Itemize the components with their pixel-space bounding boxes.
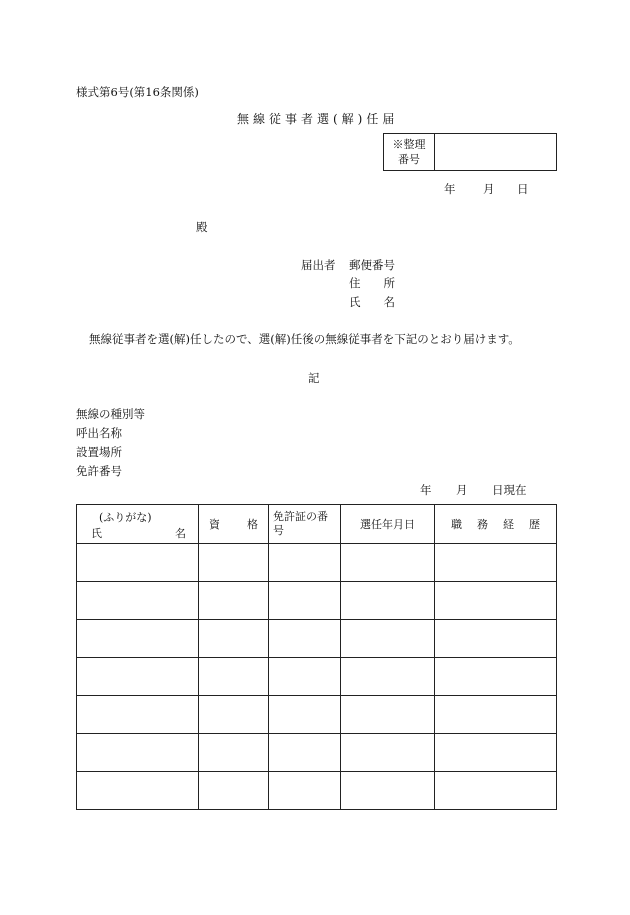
- license-number-cell[interactable]: [269, 658, 341, 696]
- header-license-line2: 号: [273, 524, 284, 537]
- header-career-char4: 歴: [529, 518, 540, 531]
- operator-table: [76, 504, 557, 810]
- reference-number-box: [383, 133, 557, 171]
- header-qualification-char2: 格: [247, 518, 258, 531]
- qualification-cell[interactable]: [199, 658, 269, 696]
- appointment-date-cell[interactable]: [341, 544, 435, 582]
- header-career: [435, 505, 557, 544]
- table-row: [77, 772, 557, 810]
- addressee-suffix: 殿: [196, 220, 208, 234]
- reference-label-line1: ※整理: [392, 138, 426, 151]
- license-number-cell[interactable]: [269, 696, 341, 734]
- qualification-cell[interactable]: [199, 582, 269, 620]
- qualification-cell[interactable]: [199, 772, 269, 810]
- name-label-char1: 氏: [349, 295, 361, 309]
- date-year-label: 年: [444, 182, 456, 196]
- address-label: [349, 275, 395, 291]
- form-number: 様式第6号(第16条関係): [76, 85, 199, 99]
- header-name-left: 氏: [91, 527, 102, 540]
- career-cell[interactable]: [435, 696, 557, 734]
- address-label-char2: 所: [383, 276, 395, 290]
- header-career-char2: 務: [477, 518, 488, 531]
- reference-number-field[interactable]: [435, 134, 556, 170]
- license-number-cell[interactable]: [269, 582, 341, 620]
- document-title: 無線従事者選(解)任届: [237, 112, 399, 126]
- qualification-cell[interactable]: [199, 544, 269, 582]
- statement-text: 無線従事者を選(解)任したので、選(解)任後の無線従事者を下記のとおり届けます。: [89, 332, 520, 346]
- name-cell[interactable]: [77, 658, 199, 696]
- career-cell[interactable]: [435, 620, 557, 658]
- date-day-label: 日: [517, 182, 529, 196]
- qualification-cell[interactable]: [199, 696, 269, 734]
- table-row: [77, 582, 557, 620]
- as-of-month-label: 月: [456, 483, 468, 497]
- header-appointment-date: 選任年月日: [341, 505, 435, 544]
- name-cell[interactable]: [77, 582, 199, 620]
- header-license-line1: 免許証の番: [273, 510, 328, 523]
- date-month-label: 月: [483, 182, 495, 196]
- notifier-label: 届出者: [301, 258, 336, 272]
- table-row: [77, 696, 557, 734]
- name-label: [349, 294, 395, 310]
- table-row: [77, 658, 557, 696]
- appointment-date-cell[interactable]: [341, 772, 435, 810]
- appointment-date-cell[interactable]: [341, 734, 435, 772]
- header-name-right: 名: [175, 527, 186, 540]
- career-cell[interactable]: [435, 582, 557, 620]
- name-cell[interactable]: [77, 544, 199, 582]
- name-cell[interactable]: [77, 620, 199, 658]
- license-number-cell[interactable]: [269, 544, 341, 582]
- field-call-sign: 呼出名称: [76, 426, 122, 440]
- name-cell[interactable]: [77, 696, 199, 734]
- appointment-date-cell[interactable]: [341, 696, 435, 734]
- license-number-cell[interactable]: [269, 734, 341, 772]
- license-number-cell[interactable]: [269, 772, 341, 810]
- header-career-char1: 職: [451, 518, 462, 531]
- table-row: [77, 734, 557, 772]
- header-career-char3: 経: [503, 518, 514, 531]
- career-cell[interactable]: [435, 734, 557, 772]
- appointment-date-cell[interactable]: [341, 620, 435, 658]
- ki-label: 記: [308, 371, 320, 385]
- license-number-cell[interactable]: [269, 620, 341, 658]
- header-license-number: [269, 505, 341, 544]
- appointment-date-cell[interactable]: [341, 582, 435, 620]
- table-row: [77, 544, 557, 582]
- address-label-char1: 住: [349, 276, 361, 290]
- name-cell[interactable]: [77, 772, 199, 810]
- career-cell[interactable]: [435, 772, 557, 810]
- career-cell[interactable]: [435, 658, 557, 696]
- name-label-char2: 名: [383, 295, 395, 309]
- appointment-date-cell[interactable]: [341, 658, 435, 696]
- career-cell[interactable]: [435, 544, 557, 582]
- reference-number-label: [384, 134, 435, 170]
- field-radio-type: 無線の種別等: [76, 407, 145, 421]
- name-cell[interactable]: [77, 734, 199, 772]
- qualification-cell[interactable]: [199, 620, 269, 658]
- as-of-year-label: 年: [420, 483, 432, 497]
- field-installation-place: 設置場所: [76, 445, 122, 459]
- field-license-number: 免許番号: [76, 464, 122, 478]
- header-name: [77, 505, 199, 544]
- postal-code-label: 郵便番号: [349, 258, 395, 272]
- header-qualification-char1: 資: [209, 518, 220, 531]
- table-row: [77, 620, 557, 658]
- reference-label-line2: 番号: [398, 153, 420, 166]
- header-furigana: (ふりがな): [99, 511, 152, 524]
- header-qualification: [199, 505, 269, 544]
- qualification-cell[interactable]: [199, 734, 269, 772]
- table-header-row: [77, 505, 557, 544]
- as-of-day-label: 日現在: [492, 483, 527, 497]
